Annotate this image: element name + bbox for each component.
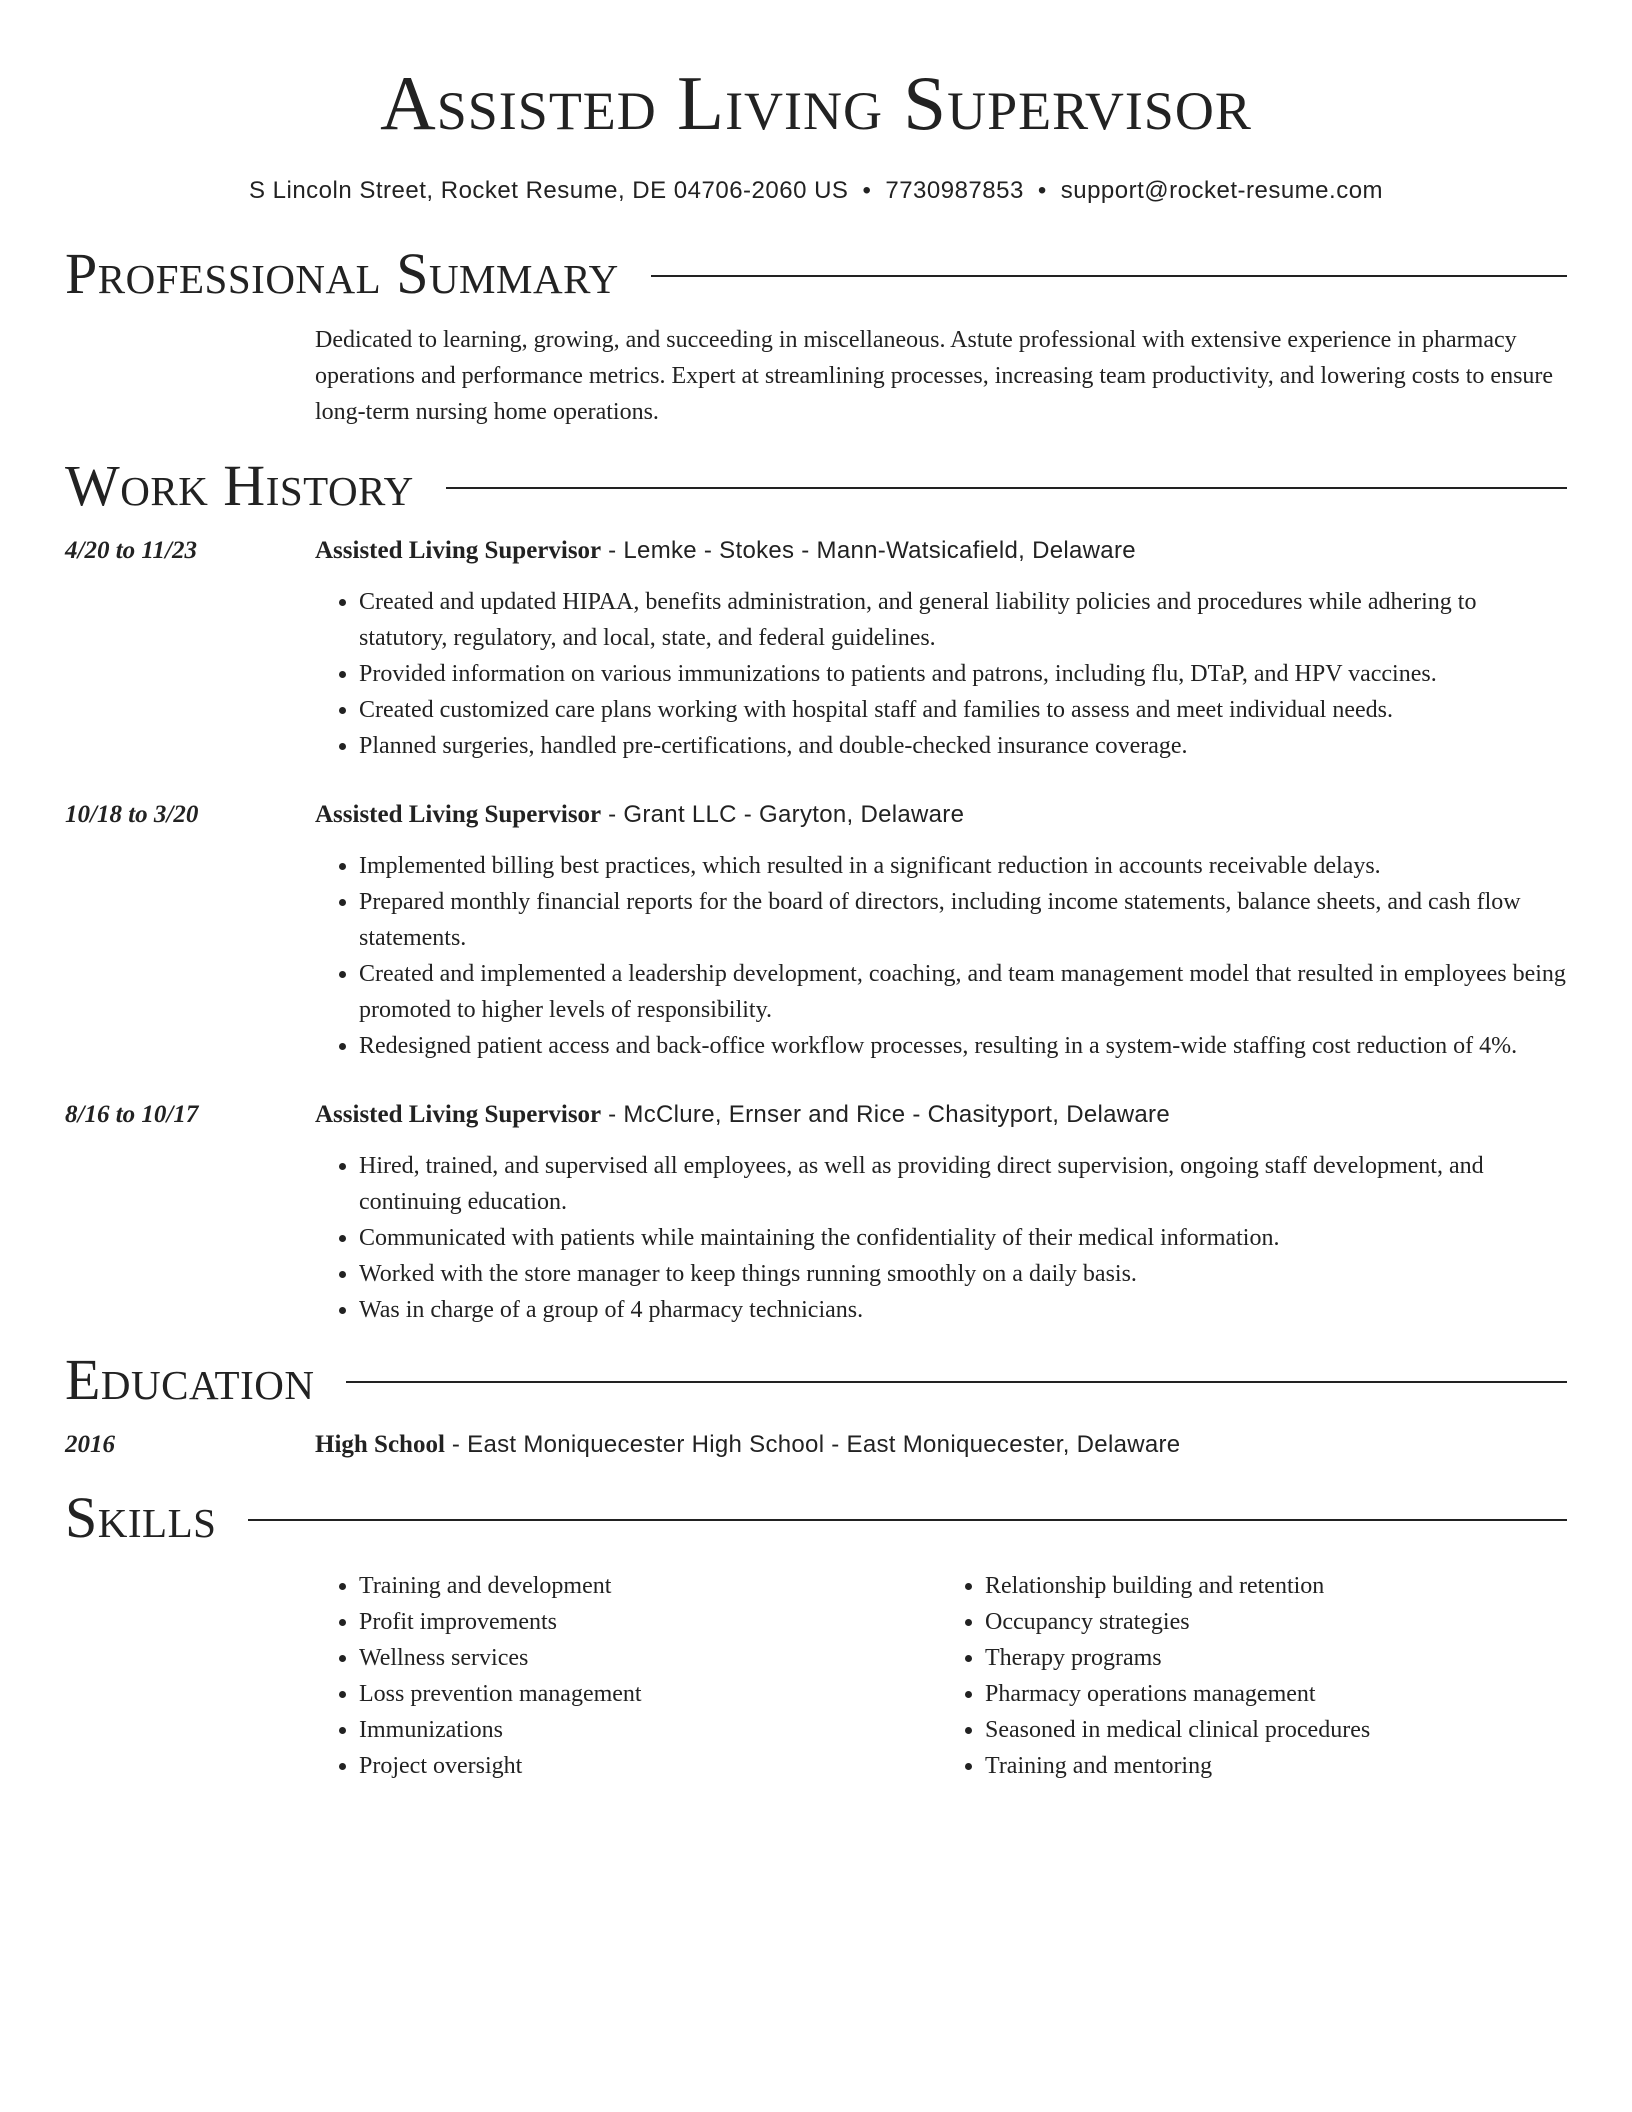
- education-section-header: [65, 1346, 1567, 1414]
- work-entry-title: [315, 798, 1567, 832]
- skills-columns: [315, 1568, 1567, 1784]
- contact-address: S Lincoln Street, Rocket Resume, DE 04706-2060 US: [248, 177, 849, 204]
- job-bullet-item: • Communicated with patients while maintaining the confidentiality of their medical information.: [359, 1220, 1567, 1256]
- skills-list-right: [941, 1568, 1567, 1784]
- section-title-summary: Professional Summary: [65, 241, 619, 306]
- work-history-list: [65, 534, 1567, 1328]
- work-entry-date: 10/18 to 3/20: [65, 801, 199, 828]
- contact-phone: 7730987853: [885, 177, 1024, 204]
- summary-text: Dedicated to learning, growing, and succeeding in miscellaneous. Astute professional with extensive experience in pharmacy operations and performance metrics. Expert at streamlining processes, increasing team productivity, and lowering costs to ensure long-term nursing home operations.: [315, 327, 1554, 425]
- summary-section-header: [65, 240, 1567, 308]
- resume-name: Assisted Living Supervisor: [380, 60, 1252, 146]
- skill-item: • Seasoned in medical clinical procedures: [985, 1712, 1567, 1748]
- section-divider: [346, 1381, 1567, 1383]
- job-bullet-item: • Redesigned patient access and back-office workflow processes, resulting in a system-wide staffing cost reduction of 4%.: [359, 1028, 1567, 1064]
- work-entry: [65, 534, 1567, 764]
- section-divider: [248, 1519, 1567, 1521]
- job-role: Assisted Living Supervisor: [315, 537, 602, 564]
- work-entry-date: 4/20 to 11/23: [65, 537, 197, 564]
- work-entry: [65, 798, 1567, 1064]
- work-entry-date: 8/16 to 10/17: [65, 1101, 199, 1128]
- job-bullet-item: • Was in charge of a group of 4 pharmacy technicians.: [359, 1292, 1567, 1328]
- work-entry-body: [315, 798, 1567, 1064]
- section-title-skills: Skills: [65, 1485, 217, 1550]
- job-bullet-item: • Created and implemented a leadership development, coaching, and team management model that resulted in employees being promoted to higher levels of responsibility.: [359, 956, 1567, 1028]
- education-entry-body: [315, 1428, 1567, 1462]
- section-title-education: Education: [65, 1347, 315, 1412]
- work-entry-title: [315, 534, 1567, 568]
- work-section-header: [65, 452, 1567, 520]
- job-bullet-item: • Created and updated HIPAA, benefits administration, and general liability policies and procedures while adhering to statutory, regulatory, and local, state, and federal guidelines.: [359, 584, 1567, 656]
- education-entry-date: 2016: [65, 1431, 115, 1458]
- job-role: Assisted Living Supervisor: [315, 1101, 602, 1128]
- skill-item: • Immunizations: [359, 1712, 941, 1748]
- skill-item: • Profit improvements: [359, 1604, 941, 1640]
- job-bullet-item: • Created customized care plans working with hospital staff and families to assess and meet individual needs.: [359, 692, 1567, 728]
- education-entry-title: [315, 1428, 1567, 1462]
- contact-separator: •: [1037, 177, 1047, 204]
- work-entry-title: [315, 1098, 1567, 1132]
- skill-item: • Training and development: [359, 1568, 941, 1604]
- contact-separator: •: [862, 177, 872, 204]
- skill-item: • Wellness services: [359, 1640, 941, 1676]
- job-bullet-item: • Provided information on various immunizations to patients and patrons, including flu, DTaP, and HPV vaccines.: [359, 656, 1567, 692]
- skill-item: • Loss prevention management: [359, 1676, 941, 1712]
- skill-item: • Therapy programs: [985, 1640, 1567, 1676]
- skill-item: • Relationship building and retention: [985, 1568, 1567, 1604]
- section-divider: [651, 275, 1567, 277]
- job-bullet-item: • Worked with the store manager to keep things running smoothly on a daily basis.: [359, 1256, 1567, 1292]
- education-list: [65, 1428, 1567, 1462]
- job-role: Assisted Living Supervisor: [315, 801, 602, 828]
- work-entry-body: [315, 534, 1567, 764]
- job-bullet-list: [315, 1148, 1567, 1328]
- contact-email: support@rocket-resume.com: [1060, 177, 1384, 204]
- skill-item: • Pharmacy operations management: [985, 1676, 1567, 1712]
- skill-item: • Project oversight: [359, 1748, 941, 1784]
- skill-item: • Training and mentoring: [985, 1748, 1567, 1784]
- section-title-work-history: Work History: [65, 453, 414, 518]
- education-degree: High School: [315, 1431, 445, 1458]
- education-entry: [65, 1428, 1567, 1462]
- job-bullet-list: [315, 584, 1567, 764]
- work-entry: [65, 1098, 1567, 1328]
- job-company-location: - McClure, Ernser and Rice - Chasityport, Delaware: [601, 1101, 1170, 1128]
- job-bullet-item: • Hired, trained, and supervised all employees, as well as providing direct supervision, ongoing staff development, and continuing education.: [359, 1148, 1567, 1220]
- work-entry-body: [315, 1098, 1567, 1328]
- job-bullet-item: • Prepared monthly financial reports for the board of directors, including income statements, balance sheets, and cash flow statements.: [359, 884, 1567, 956]
- section-divider: [446, 487, 1567, 489]
- skill-item: • Occupancy strategies: [985, 1604, 1567, 1640]
- job-company-location: - Lemke - Stokes - Mann-Watsicafield, Delaware: [601, 537, 1136, 564]
- job-company-location: - Grant LLC - Garyton, Delaware: [601, 801, 965, 828]
- job-bullet-list: [315, 848, 1567, 1064]
- education-school-location: - East Moniquecester High School - East Moniquecester, Delaware: [444, 1431, 1181, 1458]
- job-bullet-item: • Planned surgeries, handled pre-certifications, and double-checked insurance coverage.: [359, 728, 1567, 764]
- job-bullet-item: • Implemented billing best practices, which resulted in a significant reduction in accounts receivable delays.: [359, 848, 1567, 884]
- skills-list-left: [315, 1568, 941, 1784]
- contact-line: [65, 176, 1567, 206]
- skills-section-header: [65, 1484, 1567, 1552]
